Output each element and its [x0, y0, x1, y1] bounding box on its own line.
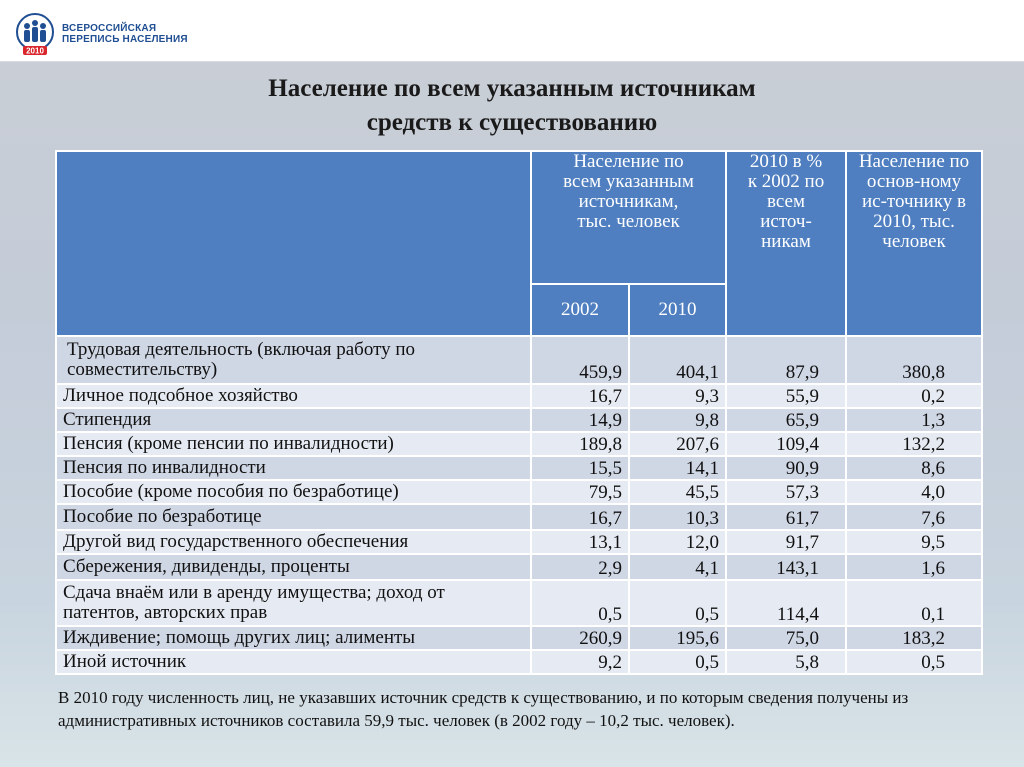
cell-2002: 9,2	[531, 650, 629, 674]
header-main: Население по основ-ному ис-точнику в 2010, тыс. человек	[846, 151, 982, 336]
cell-main: 4,0	[846, 480, 982, 504]
table-row	[56, 554, 982, 580]
cell-main: 7,6	[846, 504, 982, 530]
row-label: Пособие (кроме пособия по безработице)	[56, 480, 531, 504]
cell-2002: 459,9	[531, 336, 629, 384]
cell-main: 9,5	[846, 530, 982, 554]
cell-pct: 91,7	[726, 530, 846, 554]
table-row	[56, 650, 982, 674]
cell-pct: 65,9	[726, 408, 846, 432]
cell-2010: 10,3	[629, 504, 726, 530]
cell-main: 1,6	[846, 554, 982, 580]
logo-line-1: ВСЕРОССИЙСКАЯ	[62, 23, 157, 34]
table-row	[56, 336, 982, 384]
cell-main: 0,2	[846, 384, 982, 408]
cell-2010: 207,6	[629, 432, 726, 456]
header-2010: 2010	[629, 284, 726, 336]
cell-2002: 2,9	[531, 554, 629, 580]
table-row	[56, 580, 982, 626]
cell-2002: 189,8	[531, 432, 629, 456]
table-row	[56, 530, 982, 554]
table-row	[56, 408, 982, 432]
header-blank	[56, 151, 531, 336]
cell-pct: 87,9	[726, 336, 846, 384]
row-label: Сбережения, дивиденды, проценты	[56, 554, 531, 580]
cell-pct: 57,3	[726, 480, 846, 504]
cell-main: 1,3	[846, 408, 982, 432]
cell-2002: 15,5	[531, 456, 629, 480]
table-row	[56, 456, 982, 480]
row-label: Стипендия	[56, 408, 531, 432]
cell-2002: 16,7	[531, 504, 629, 530]
table-row	[56, 504, 982, 530]
cell-2002: 13,1	[531, 530, 629, 554]
cell-main: 0,1	[846, 580, 982, 626]
cell-pct: 143,1	[726, 554, 846, 580]
table-row	[56, 480, 982, 504]
cell-pct: 5,8	[726, 650, 846, 674]
cell-2010: 0,5	[629, 650, 726, 674]
cell-2010: 12,0	[629, 530, 726, 554]
cell-pct: 75,0	[726, 626, 846, 650]
cell-pct: 61,7	[726, 504, 846, 530]
row-label: Трудовая деятельность (включая работу по совместительству)	[56, 336, 531, 384]
table-row	[56, 432, 982, 456]
title-line-2: средств к существованию	[366, 109, 658, 136]
row-label: Иной источник	[56, 650, 531, 674]
table-row	[56, 384, 982, 408]
header-pct: 2010 в % к 2002 по всем источ-никам	[726, 151, 846, 336]
row-label: Пособие по безработице	[56, 504, 531, 530]
header-2002: 2002	[531, 284, 629, 336]
row-label: Личное подсобное хозяйство	[56, 384, 531, 408]
cell-main: 0,5	[846, 650, 982, 674]
row-label: Иждивение; помощь других лиц; алименты	[56, 626, 531, 650]
table-row	[56, 626, 982, 650]
header-group: Население по всем указанным источникам, тыс. человек	[531, 151, 726, 284]
cell-2010: 9,8	[629, 408, 726, 432]
cell-2010: 4,1	[629, 554, 726, 580]
cell-2010: 9,3	[629, 384, 726, 408]
cell-pct: 109,4	[726, 432, 846, 456]
cell-2010: 404,1	[629, 336, 726, 384]
cell-2002: 0,5	[531, 580, 629, 626]
cell-pct: 55,9	[726, 384, 846, 408]
sources-table	[55, 150, 983, 675]
cell-2002: 14,9	[531, 408, 629, 432]
cell-2010: 14,1	[629, 456, 726, 480]
census-logo-icon	[14, 12, 56, 56]
logo-year: 2010	[26, 46, 44, 56]
title-line-1: Население по всем указанным источникам	[268, 75, 756, 102]
cell-2002: 260,9	[531, 626, 629, 650]
cell-2002: 16,7	[531, 384, 629, 408]
cell-pct: 114,4	[726, 580, 846, 626]
page-title	[0, 72, 1024, 140]
cell-2010: 0,5	[629, 580, 726, 626]
top-bar	[0, 0, 1024, 61]
cell-main: 132,2	[846, 432, 982, 456]
row-label: Пенсия по инвалидности	[56, 456, 531, 480]
cell-pct: 90,9	[726, 456, 846, 480]
row-label: Пенсия (кроме пенсии по инвалидности)	[56, 432, 531, 456]
footnote: В 2010 году численность лиц, не указавших источник средств к существованию, и по которым сведения получены из административных источников составила 59,9 тыс. человек (в 2002 году – 10,2 тыс. человек).	[58, 688, 909, 730]
cell-main: 183,2	[846, 626, 982, 650]
cell-main: 8,6	[846, 456, 982, 480]
cell-2010: 45,5	[629, 480, 726, 504]
census-logo	[14, 12, 188, 56]
cell-main: 380,8	[846, 336, 982, 384]
row-label: Сдача внаём или в аренду имущества; доход от патентов, авторских прав	[56, 580, 531, 626]
cell-2010: 195,6	[629, 626, 726, 650]
logo-line-2: ПЕРЕПИСЬ НАСЕЛЕНИЯ	[62, 34, 188, 45]
cell-2002: 79,5	[531, 480, 629, 504]
row-label: Другой вид государственного обеспечения	[56, 530, 531, 554]
